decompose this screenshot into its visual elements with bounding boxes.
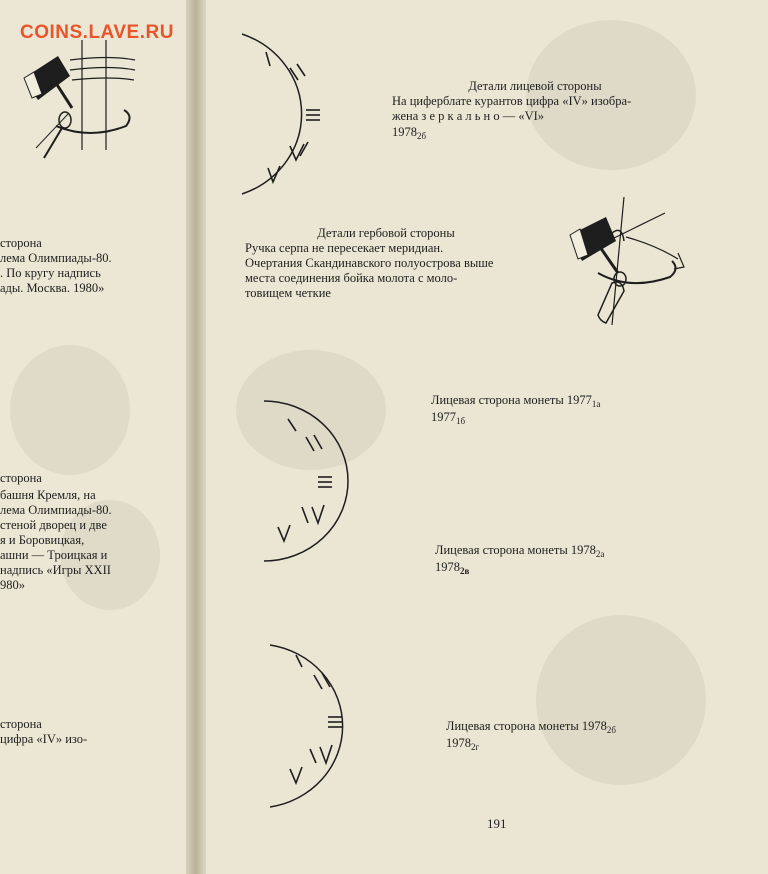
left-block1-line4: ады. Москва. 1980» xyxy=(0,281,105,295)
left-block1-line2: лема Олимпиады-80. xyxy=(0,251,112,265)
clock-dial-1978-2b-detail xyxy=(240,30,360,200)
left-block2-line5: я и Боровицкая, xyxy=(0,533,85,547)
variant-1978-2b-label: Лицевая сторона монеты $1978_{2б}$ xyxy=(446,719,617,735)
left-block1-line1: сторона xyxy=(0,236,42,250)
ghost-coin-left-1 xyxy=(10,345,130,475)
reverse-details-line4: товищем четкие xyxy=(245,286,331,300)
page-number: 191 xyxy=(487,816,507,831)
variant-1977-label: Лицевая сторона монеты $1977_{1а}$ xyxy=(431,393,601,409)
left-block3-line2: цифра «IV» изо- xyxy=(0,732,88,746)
reverse-details-title: Детали гербовой стороны xyxy=(317,226,455,240)
left-block2-line1: сторона xyxy=(0,471,42,485)
reverse-details-line2: Очертания Скандинавского полуострова выше xyxy=(245,256,494,270)
clock-dial-1977 xyxy=(262,397,372,562)
left-block2-line7: надпись «Игры XXII xyxy=(0,563,111,577)
clock-dial-1978-2b xyxy=(268,641,378,811)
variant-1978-2a-label: Лицевая сторона монеты $1978_{2а}$ xyxy=(435,543,605,559)
variant-1978-2b-year: $1978_{2г}$ xyxy=(446,736,480,752)
variant-1977-year: $1977_{1б}$ xyxy=(431,410,466,426)
obverse-details-title: Детали лицевой стороны xyxy=(468,79,602,93)
watermark: COINS.LAVE.RU xyxy=(20,22,174,43)
left-block3-line1: сторона xyxy=(0,717,42,731)
obverse-details-year: $1978_{2б}$ xyxy=(392,125,427,141)
left-block2-line3: лема Олимпиады-80. xyxy=(0,503,112,517)
variant-1978-2a-year: $1978_{2в}$ xyxy=(435,560,470,576)
left-block2-line6: ашни — Троицкая и xyxy=(0,548,108,562)
left-block1-line3: . По кругу надпись xyxy=(0,266,101,280)
left-emblem-illustration xyxy=(10,40,160,170)
obverse-details-line2: жена з е р к а л ь н о — «VI» xyxy=(392,109,545,123)
reverse-details-line1: Ручка серпа не пересекает меридиан. xyxy=(245,241,444,255)
left-block2-line2: башня Кремля, на xyxy=(0,488,96,502)
reverse-details-line3: места соединения бойка молота с моло- xyxy=(245,271,458,285)
ghost-coin-right-2 xyxy=(536,615,706,785)
left-block2-line8: 980» xyxy=(0,578,25,592)
left-block2-line4: стеной дворец и две xyxy=(0,518,107,532)
hammer-sickle-detail-illustration xyxy=(560,195,690,335)
obverse-details-line1: На циферблате курантов цифра «IV» изобра- xyxy=(392,94,632,108)
book-gutter xyxy=(186,0,208,874)
